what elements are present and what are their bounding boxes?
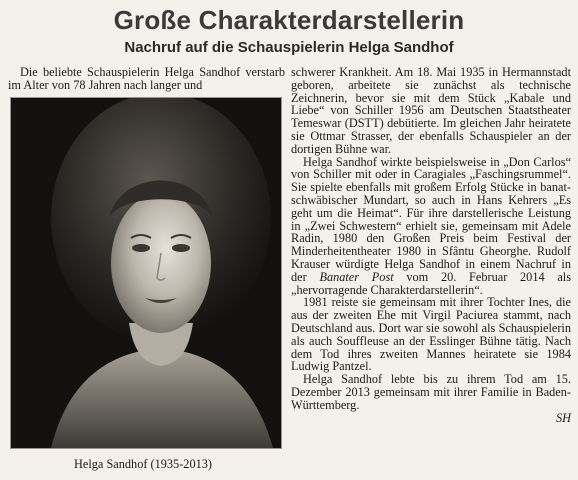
- publication-name: Banater Post: [319, 269, 394, 284]
- paragraph-3: 1981 reiste sie gemeinsam mit ihrer Tochter Ines, die aus der zweiten Ehe mit Virgil Paciurea stammt, nach Deutschland aus. Dort war sie sowohl als Schauspielerin als auch Souffleuse an der Esslinger Bühne tätig. Nach dem Tod ihres zweiten Mannes heiratete sie 1984 Ludwig Pantzel.: [291, 295, 571, 374]
- paragraph-4: Helga Sandhof lebte bis zu ihrem Tod am 15. Dezember 2013 gemeinsam mit ihrer Familie in Baden-Württemberg.: [291, 372, 571, 412]
- photo-caption: Helga Sandhof (1935-2013): [74, 456, 212, 471]
- paragraph-1: schwerer Krankheit. Am 18. Mai 1935 in Hermannstadt geboren, arbeitete sie zunächst als technische Zeichnerin, bevor sie mit dem Stück „Kabale und Liebe“ von Schiller 1956 am Deutschen Staatstheater Temeswar (DSTT) debütierte. Im gleichen Jahr heiratete sie Ottmar Strasser, der ebenfalls Schauspieler an der dortigen Bühne war.: [291, 65, 571, 156]
- portrait-photo: [10, 97, 282, 449]
- left-column: [8, 66, 285, 471]
- paragraph-2-text-a: Helga Sandhof wirkte beispielsweise in „Don Carlos“ von Schiller mit oder in Caragiales „Faschingsrummel“. Sie spielte ebenfalls mit großem Erfolg Stücke in banat-schwäbischer Mundart, so auch in Hans Kehrers „Es geht um die Heimat“. Für ihre darstellerische Leistung in „Zwei Schwestern“ erhielt sie, gemeinsam mit Adele Radin, 1980 den Großen Preis beim Festival der Minderheitentheater 1980 in Sfântu Gheorghe. Rudolf Krauser würdigte Helga Sandhof in einem Nachruf in der: [291, 154, 571, 284]
- article-subheadline: Nachruf auf die Schauspielerin Helga Sandhof: [124, 39, 454, 56]
- paragraph-2-text-b: vom 20. Februar 2014 als „hervorragende Charakterdarstellerin“.: [291, 269, 571, 297]
- paragraph-2: [291, 156, 571, 297]
- article-headline: Große Charakterdarstellerin: [113, 5, 465, 35]
- portrait-image: [11, 98, 281, 448]
- right-column: [291, 66, 571, 424]
- lead-paragraph: Die beliebte Schauspielerin Helga Sandhof verstarb im Alter von 78 Jahren nach langer und: [8, 65, 285, 92]
- author-signature: SH: [555, 410, 571, 425]
